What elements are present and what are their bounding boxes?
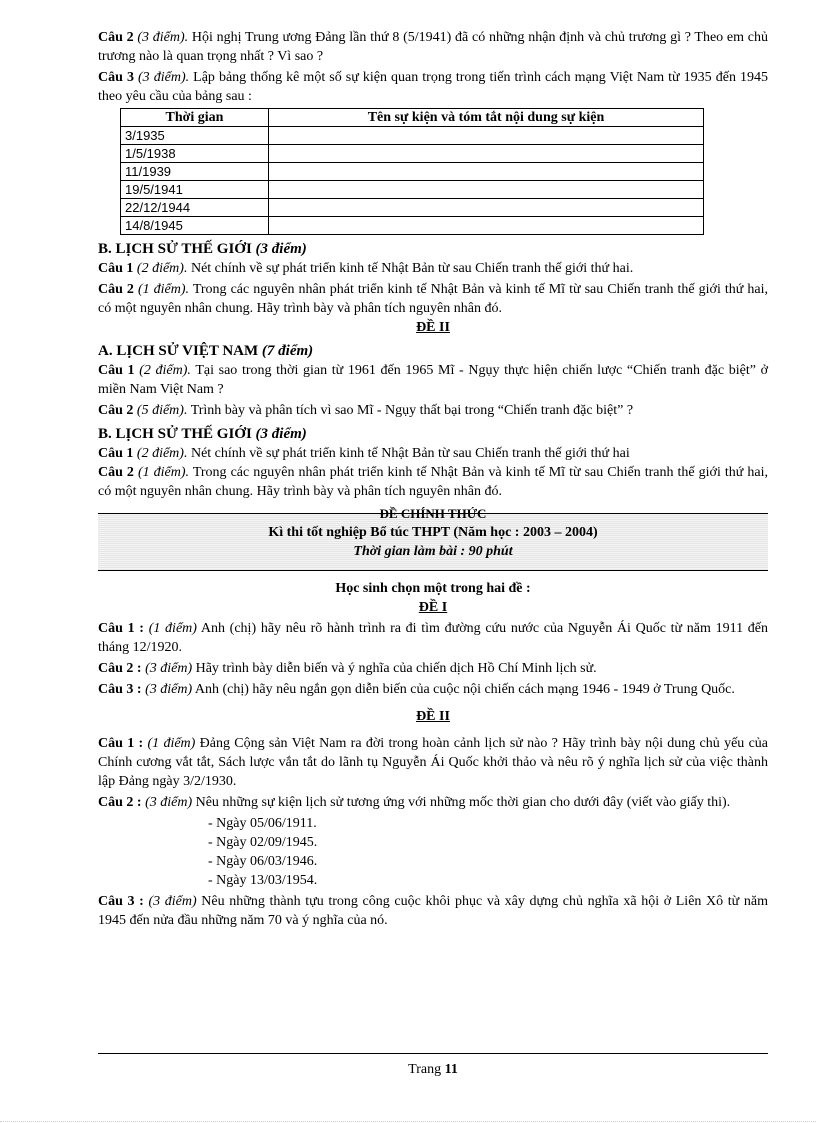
table-cell-time: 3/1935 [121,127,269,145]
question-points: (1 điểm). [137,282,190,297]
table-cell-event [269,181,704,199]
question-text: Nét chính về sự phát triển kinh tế Nhật Bản từ sau Chiến tranh thế giới thứ hai [187,446,630,461]
question-label: Câu 2 [98,30,134,45]
list-item: - Ngày 06/03/1946. [208,854,318,869]
question-label: Câu 1 [98,363,135,378]
table-row [121,181,704,199]
question-text: Lập bảng thống kê một số sự kiện quan trọng trong tiến trình cách mạng Việt Nam từ 1935 đến 1945 theo yêu cầu của bảng sau : [98,70,768,104]
question-label: Câu 2 : [98,661,142,676]
section-title: A. LỊCH SỬ VIỆT NAM [98,343,259,359]
date-list [208,814,768,890]
question [98,793,768,812]
question-points: (3 điểm). [138,70,190,85]
question [98,68,768,106]
banner-cut-title: ĐỀ CHÍNH THỨC [379,506,487,521]
question-points: (3 điểm) [148,894,197,909]
table-cell-event [269,199,704,217]
question-points: (3 điểm) [145,661,193,676]
page-footer [98,1062,768,1078]
exam-heading: ĐỀ I [418,600,448,615]
list-item: - Ngày 13/03/1954. [208,873,318,888]
question-text: Trong các nguyên nhân phát triển kinh tế Nhật Bản và kinh tế Mĩ từ sau Chiến tranh thế giới thứ hai, có một nguyên nhân chung. Hãy trình bày và phân tích nguyên nhân đó. [98,282,768,316]
table-cell-time: 1/5/1938 [121,145,269,163]
footer-page-number: 11 [444,1062,458,1077]
question [98,463,768,501]
page-bottom-edge [0,1121,816,1122]
question-points: (2 điểm). [139,363,191,378]
table-cell-event [269,217,704,235]
question-label: Câu 3 : [98,682,142,697]
question-points: (2 điểm). [136,261,188,276]
events-table [120,108,704,235]
section-title: B. LỊCH SỬ THẾ GIỚI [98,241,252,257]
question-text: Nét chính về sự phát triển kinh tế Nhật Bản từ sau Chiến tranh thế giới thứ hai. [187,261,634,276]
table-cell-time: 11/1939 [121,163,269,181]
question-label: Câu 1 [98,261,134,276]
section-heading [98,424,768,444]
page-content [98,28,768,930]
footer-page-label: Trang [408,1062,442,1077]
question [98,892,768,930]
table-cell-time: 19/5/1941 [121,181,269,199]
table-header-event: Tên sự kiện và tóm tắt nội dung sự kiện [269,109,704,127]
question-text: Nêu những sự kiện lịch sử tương ứng với những mốc thời gian cho dưới đây (viết vào giấy thi). [192,795,731,810]
question-label: Câu 2 [98,282,134,297]
question [98,259,768,278]
question-label: Câu 1 [98,446,134,461]
question-text: Tại sao trong thời gian từ 1961 đến 1965 Mĩ - Ngụy thực hiện chiến lược “Chiến tranh đặc biệt” ở miền Nam Việt Nam ? [98,363,769,397]
section-heading [98,239,768,259]
table-row [121,163,704,181]
footer-divider [98,1053,768,1054]
question [98,619,768,657]
question-text: Hội nghị Trung ương Đảng lần thứ 8 (5/1941) đã có những nhận định và chủ trương gì ? Theo em chủ trương nào là quan trọng nhất ? Vì sao ? [98,30,768,64]
question-text: Trình bày và phân tích vì sao Mĩ - Ngụy thất bại trong “Chiến tranh đặc biệt” ? [187,403,634,418]
question [98,361,768,399]
question [98,659,768,678]
section-heading [98,341,768,361]
table-row [121,145,704,163]
question-points: (1 điểm) [147,736,196,751]
question [98,680,768,699]
question [98,401,768,420]
question [98,734,768,791]
question-label: Câu 2 [98,403,134,418]
exam-banner [98,506,768,571]
question-text: Anh (chị) hãy nêu ngắn gọn diễn biến của cuộc nội chiến cách mạng 1946 - 1949 ở Trung Quốc. [192,682,735,697]
question-text: Trong các nguyên nhân phát triển kinh tế Nhật Bản và kinh tế Mĩ từ sau Chiến tranh thế giới thứ hai, có một nguyên nhân chung. Hãy trình bày và phân tích nguyên nhân đó. [98,465,768,499]
question-text: Đảng Cộng sản Việt Nam ra đời trong hoàn cảnh lịch sử nào ? Hãy trình bày nội dung chủ yếu của Chính cương vắt tắt, Sách lược vắn tắt do lãnh tụ Nguyễn Ái Quốc khởi thảo và nêu rõ ý nghĩa lịch sử của việc thành lập Đảng ngày 3/2/1930. [98,736,769,789]
question [98,444,768,463]
table-cell-time: 22/12/1944 [121,199,269,217]
question-label: Câu 2 : [98,795,142,810]
banner-title: Kì thi tốt nghiệp Bổ túc THPT (Năm học : 2003 – 2004) [268,525,598,540]
question-text: Hãy trình bày diễn biến và ý nghĩa của chiến dịch Hồ Chí Minh lịch sử. [192,661,597,676]
question [98,280,768,318]
table-row [121,217,704,235]
question-label: Câu 3 [98,70,134,85]
section-points: (3 điểm) [255,241,307,257]
section-points: (7 điểm) [261,343,314,359]
table-row [121,127,704,145]
list-item: - Ngày 02/09/1945. [208,835,318,850]
exam-heading: ĐỀ II [416,709,450,724]
section-points: (3 điểm) [255,426,307,442]
question-label: Câu 1 : [98,736,144,751]
instruction: Học sinh chọn một trong hai đề : [335,581,531,596]
exam-heading: ĐỀ II [416,320,450,335]
banner-duration: Thời gian làm bài : 90 phút [353,544,513,559]
question [98,28,768,66]
question-label: Câu 3 : [98,894,144,909]
question-points: (3 điểm) [145,795,193,810]
table-cell-event [269,127,704,145]
question-points: (2 điểm). [136,446,188,461]
section-title: B. LỊCH SỬ THẾ GIỚI [98,426,252,442]
table-row [121,199,704,217]
list-item: - Ngày 05/06/1911. [208,816,317,831]
table-header-row [121,109,704,127]
question-label: Câu 1 : [98,621,144,636]
question-text: Nêu những thành tựu trong công cuộc khôi phục và xây dựng chủ nghĩa xã hội ở Liên Xô từ năm 1945 đến nửa đầu những năm 70 và ý nghĩa của nó. [98,894,769,928]
question-points: (1 điểm). [137,465,190,480]
question-text: Anh (chị) hãy nêu rõ hành trình ra đi tìm đường cứu nước của Nguyễn Ái Quốc từ năm 1911 đến tháng 12/1920. [98,621,769,655]
table-header-time: Thời gian [121,109,269,127]
question-points: (3 điểm). [137,30,189,45]
table-cell-time: 14/8/1945 [121,217,269,235]
table-cell-event [269,145,704,163]
table-cell-event [269,163,704,181]
question-points: (1 điểm) [148,621,197,636]
question-label: Câu 2 [98,465,134,480]
question-points: (3 điểm) [145,682,193,697]
question-points: (5 điểm). [136,403,188,418]
